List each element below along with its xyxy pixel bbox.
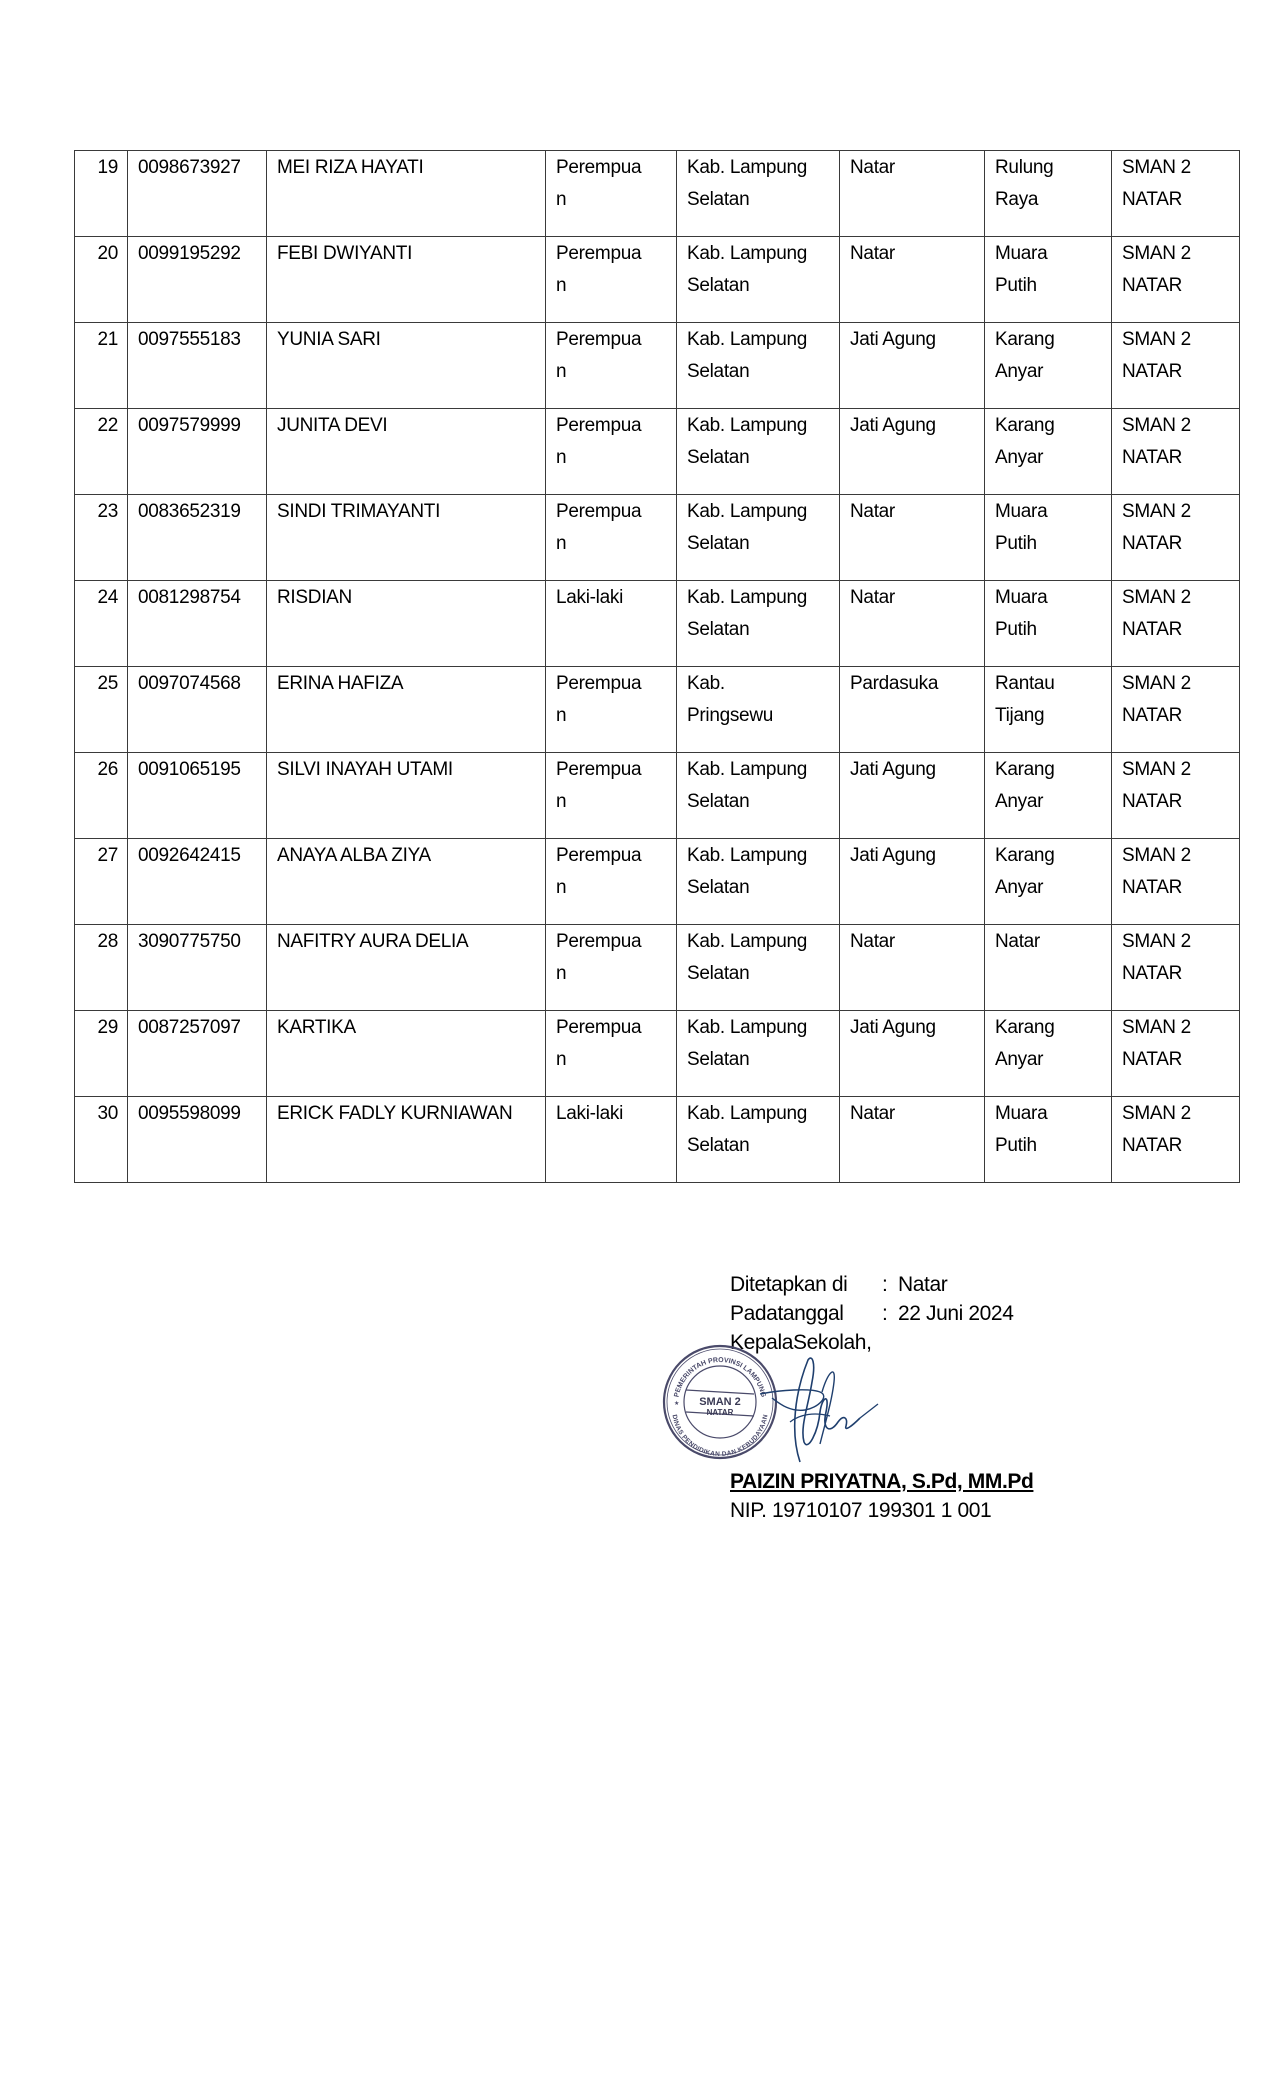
position-title: KepalaSekolah, [730, 1331, 872, 1354]
cell-village-line: Natar [995, 931, 1040, 952]
cell-district [840, 323, 985, 409]
cell-district-text: Natar [850, 587, 895, 608]
cell-gender-line: n [556, 447, 567, 468]
cell-school-line: SMAN 2 [1122, 157, 1191, 178]
cell-student-name-text: NAFITRY AURA DELIA [277, 931, 469, 952]
cell-village-line: Karang [995, 415, 1055, 436]
cell-gender [546, 495, 677, 581]
cell-student-name-text: JUNITA DEVI [277, 415, 388, 436]
cell-gender-line: n [556, 189, 567, 210]
cell-regency [677, 409, 840, 495]
cell-regency [677, 667, 840, 753]
cell-village [985, 409, 1112, 495]
cell-nisn [128, 839, 267, 925]
cell-regency-line: Kab. Lampung [687, 415, 807, 436]
cell-village-line: Rulung [995, 157, 1054, 178]
cell-number-text: 29 [97, 1017, 118, 1038]
cell-school-line: NATAR [1122, 533, 1183, 554]
cell-gender-line: n [556, 791, 567, 812]
cell-district-text: Natar [850, 501, 895, 522]
cell-village-line: Putih [995, 275, 1037, 296]
cell-school-line: SMAN 2 [1122, 1017, 1191, 1038]
stamp-center-line1: SMAN 2 [699, 1396, 741, 1408]
cell-gender-line: Laki-laki [556, 587, 623, 608]
cell-gender [546, 839, 677, 925]
table-row [75, 925, 1240, 1011]
cell-number-text: 24 [97, 587, 118, 608]
cell-school-line: NATAR [1122, 877, 1183, 898]
cell-school [1112, 495, 1240, 581]
svg-text:★: ★ [674, 1401, 680, 1407]
cell-student-name [267, 1097, 546, 1183]
cell-nisn-text: 0081298754 [138, 587, 241, 608]
cell-regency-line: Selatan [687, 791, 750, 812]
cell-number-text: 26 [97, 759, 118, 780]
cell-gender-line: Perempua [556, 931, 642, 952]
cell-village-line: Putih [995, 1135, 1037, 1156]
table-row [75, 839, 1240, 925]
cell-gender-line: Perempua [556, 415, 642, 436]
cell-district-text: Pardasuka [850, 673, 939, 694]
cell-regency-line: Kab. Lampung [687, 845, 807, 866]
cell-school-line: SMAN 2 [1122, 415, 1191, 436]
cell-regency [677, 839, 840, 925]
handwritten-signature [760, 1352, 890, 1472]
cell-regency-line: Kab. Lampung [687, 759, 807, 780]
cell-nisn [128, 1097, 267, 1183]
cell-nisn-text: 3090775750 [138, 931, 241, 952]
cell-student-name [267, 409, 546, 495]
cell-school-line: NATAR [1122, 705, 1183, 726]
cell-gender-line: n [556, 877, 567, 898]
cell-village-line: Tijang [995, 705, 1045, 726]
cell-number [75, 237, 128, 323]
cell-regency [677, 323, 840, 409]
cell-gender-line: Perempua [556, 329, 642, 350]
cell-number [75, 667, 128, 753]
cell-gender [546, 151, 677, 237]
cell-village-line: Raya [995, 189, 1039, 210]
cell-student-name [267, 753, 546, 839]
cell-student-name-text: ANAYA ALBA ZIYA [277, 845, 431, 866]
cell-student-name [267, 495, 546, 581]
cell-student-name [267, 925, 546, 1011]
cell-regency-line: Selatan [687, 1049, 750, 1070]
cell-nisn-text: 0083652319 [138, 501, 241, 522]
cell-school-line: SMAN 2 [1122, 587, 1191, 608]
date-row [730, 1299, 1013, 1328]
cell-school-line: SMAN 2 [1122, 501, 1191, 522]
cell-regency-line: Selatan [687, 447, 750, 468]
cell-district [840, 667, 985, 753]
cell-number-text: 27 [97, 845, 118, 866]
cell-school-line: SMAN 2 [1122, 931, 1191, 952]
cell-district-text: Jati Agung [850, 1017, 936, 1038]
cell-student-name-text: MEI RIZA HAYATI [277, 157, 424, 178]
cell-gender-line: n [556, 275, 567, 296]
cell-school [1112, 581, 1240, 667]
cell-student-name-text: SINDI TRIMAYANTI [277, 501, 441, 522]
cell-regency-line: Selatan [687, 189, 750, 210]
cell-number [75, 1011, 128, 1097]
cell-gender-line: Perempua [556, 673, 642, 694]
place-value: Natar [898, 1273, 948, 1296]
cell-village [985, 495, 1112, 581]
cell-gender-line: Perempua [556, 157, 642, 178]
student-table [74, 150, 1240, 1183]
cell-number-text: 30 [97, 1103, 118, 1124]
cell-village-line: Putih [995, 619, 1037, 640]
cell-school [1112, 1097, 1240, 1183]
cell-district [840, 495, 985, 581]
cell-district-text: Jati Agung [850, 845, 936, 866]
cell-gender-line: n [556, 533, 567, 554]
cell-student-name [267, 667, 546, 753]
cell-number-text: 22 [97, 415, 118, 436]
cell-gender-line: Perempua [556, 845, 642, 866]
cell-school-line: SMAN 2 [1122, 243, 1191, 264]
signer-name: PAIZIN PRIYATNA, S.Pd, MM.Pd [730, 1470, 1034, 1493]
cell-regency [677, 581, 840, 667]
cell-village-line: Anyar [995, 877, 1044, 898]
cell-gender-line: n [556, 361, 567, 382]
cell-district-text: Natar [850, 931, 895, 952]
cell-nisn-text: 0097555183 [138, 329, 241, 350]
cell-student-name-text: RISDIAN [277, 587, 352, 608]
cell-school-line: NATAR [1122, 447, 1183, 468]
cell-gender [546, 581, 677, 667]
cell-regency-line: Kab. Lampung [687, 501, 807, 522]
cell-gender-line: n [556, 1049, 567, 1070]
cell-regency-line: Kab. Lampung [687, 931, 807, 952]
cell-district [840, 409, 985, 495]
cell-school-line: SMAN 2 [1122, 1103, 1191, 1124]
cell-village-line: Karang [995, 759, 1055, 780]
cell-district [840, 581, 985, 667]
cell-regency-line: Selatan [687, 533, 750, 554]
cell-number [75, 151, 128, 237]
cell-gender [546, 667, 677, 753]
cell-nisn-text: 0097579999 [138, 415, 241, 436]
cell-gender-line: Perempua [556, 501, 642, 522]
cell-village [985, 925, 1112, 1011]
cell-nisn-text: 0097074568 [138, 673, 241, 694]
cell-school [1112, 839, 1240, 925]
cell-village [985, 323, 1112, 409]
cell-district [840, 237, 985, 323]
cell-village [985, 839, 1112, 925]
cell-village [985, 667, 1112, 753]
cell-school-line: NATAR [1122, 189, 1183, 210]
cell-district-text: Natar [850, 1103, 895, 1124]
cell-student-name [267, 581, 546, 667]
cell-village-line: Anyar [995, 361, 1044, 382]
cell-nisn-text: 0098673927 [138, 157, 241, 178]
place-label: Ditetapkan di [730, 1273, 848, 1296]
table-row [75, 495, 1240, 581]
cell-regency [677, 925, 840, 1011]
cell-school [1112, 323, 1240, 409]
cell-school [1112, 237, 1240, 323]
stamp-bottom-text: DINAS PENDIDIKAN DAN KEBUDAYAAN [670, 1414, 770, 1459]
cell-village [985, 1097, 1112, 1183]
cell-student-name-text: KARTIKA [277, 1017, 356, 1038]
student-table-body [75, 151, 1240, 1183]
cell-student-name-text: ERINA HAFIZA [277, 673, 404, 694]
cell-regency-line: Selatan [687, 963, 750, 984]
place-row [730, 1270, 1013, 1299]
cell-gender-line: Perempua [556, 759, 642, 780]
cell-district-text: Natar [850, 157, 895, 178]
cell-village [985, 581, 1112, 667]
cell-school [1112, 667, 1240, 753]
cell-number [75, 581, 128, 667]
cell-gender [546, 1011, 677, 1097]
table-row [75, 753, 1240, 839]
cell-number-text: 23 [97, 501, 118, 522]
cell-gender [546, 753, 677, 839]
cell-gender-line: Perempua [556, 243, 642, 264]
cell-village [985, 151, 1112, 237]
cell-regency-line: Kab. Lampung [687, 587, 807, 608]
cell-district [840, 753, 985, 839]
cell-school-line: NATAR [1122, 1049, 1183, 1070]
cell-village-line: Karang [995, 329, 1055, 350]
cell-gender-line: Laki-laki [556, 1103, 623, 1124]
cell-school-line: NATAR [1122, 275, 1183, 296]
cell-school [1112, 1011, 1240, 1097]
cell-gender [546, 1097, 677, 1183]
cell-nisn-text: 0091065195 [138, 759, 241, 780]
cell-gender-line: Perempua [556, 1017, 642, 1038]
cell-regency-line: Kab. Lampung [687, 1103, 807, 1124]
cell-gender [546, 925, 677, 1011]
stamp-center-line2: NATAR [706, 1408, 734, 1417]
cell-number [75, 323, 128, 409]
date-value: 22 Juni 2024 [898, 1302, 1014, 1325]
date-separator: : [882, 1302, 888, 1325]
cell-number-text: 19 [97, 157, 118, 178]
cell-village-line: Rantau [995, 673, 1055, 694]
cell-school [1112, 409, 1240, 495]
cell-number-text: 28 [97, 931, 118, 952]
cell-regency [677, 1097, 840, 1183]
cell-nisn [128, 1011, 267, 1097]
cell-nisn-text: 0092642415 [138, 845, 241, 866]
cell-regency [677, 151, 840, 237]
cell-gender-line: n [556, 963, 567, 984]
cell-student-name-text: ERICK FADLY KURNIAWAN [277, 1103, 513, 1124]
cell-school-line: SMAN 2 [1122, 845, 1191, 866]
cell-nisn [128, 925, 267, 1011]
cell-school-line: NATAR [1122, 791, 1183, 812]
cell-regency-line: Kab. Lampung [687, 329, 807, 350]
cell-nisn [128, 667, 267, 753]
cell-gender [546, 237, 677, 323]
cell-student-name [267, 237, 546, 323]
cell-district [840, 1097, 985, 1183]
cell-gender-line: n [556, 705, 567, 726]
cell-student-name [267, 151, 546, 237]
cell-nisn [128, 495, 267, 581]
cell-village-line: Karang [995, 845, 1055, 866]
cell-student-name-text: SILVI INAYAH UTAMI [277, 759, 453, 780]
table-row [75, 237, 1240, 323]
cell-nisn-text: 0087257097 [138, 1017, 241, 1038]
cell-regency-line: Selatan [687, 361, 750, 382]
cell-number [75, 1097, 128, 1183]
cell-district-text: Natar [850, 243, 895, 264]
cell-village-line: Anyar [995, 791, 1044, 812]
cell-village-line: Putih [995, 533, 1037, 554]
cell-village [985, 237, 1112, 323]
cell-number [75, 839, 128, 925]
cell-village-line: Muara [995, 501, 1048, 522]
cell-regency-line: Pringsewu [687, 705, 774, 726]
cell-village-line: Muara [995, 1103, 1048, 1124]
cell-school-line: NATAR [1122, 1135, 1183, 1156]
cell-nisn [128, 237, 267, 323]
table-row [75, 1011, 1240, 1097]
cell-number [75, 925, 128, 1011]
cell-district [840, 1011, 985, 1097]
cell-village-line: Muara [995, 243, 1048, 264]
cell-regency-line: Kab. [687, 673, 725, 694]
cell-district [840, 925, 985, 1011]
cell-regency [677, 753, 840, 839]
cell-regency-line: Selatan [687, 619, 750, 640]
cell-school [1112, 151, 1240, 237]
cell-school [1112, 753, 1240, 839]
cell-regency-line: Kab. Lampung [687, 243, 807, 264]
cell-school-line: SMAN 2 [1122, 759, 1191, 780]
cell-school [1112, 925, 1240, 1011]
cell-nisn [128, 409, 267, 495]
cell-nisn [128, 753, 267, 839]
cell-regency [677, 237, 840, 323]
cell-nisn-text: 0095598099 [138, 1103, 241, 1124]
cell-nisn [128, 323, 267, 409]
cell-number-text: 20 [97, 243, 118, 264]
cell-school-line: NATAR [1122, 963, 1183, 984]
cell-number-text: 25 [97, 673, 118, 694]
cell-number-text: 21 [97, 329, 118, 350]
cell-student-name [267, 323, 546, 409]
cell-school-line: NATAR [1122, 619, 1183, 640]
cell-regency-line: Kab. Lampung [687, 1017, 807, 1038]
table-row [75, 323, 1240, 409]
cell-gender [546, 323, 677, 409]
table-row [75, 151, 1240, 237]
cell-number [75, 495, 128, 581]
cell-village [985, 1011, 1112, 1097]
cell-nisn-text: 0099195292 [138, 243, 241, 264]
table-row [75, 1097, 1240, 1183]
cell-nisn [128, 151, 267, 237]
cell-school-line: NATAR [1122, 361, 1183, 382]
cell-regency [677, 495, 840, 581]
cell-village-line: Muara [995, 587, 1048, 608]
cell-district-text: Jati Agung [850, 415, 936, 436]
cell-regency-line: Kab. Lampung [687, 157, 807, 178]
cell-student-name-text: FEBI DWIYANTI [277, 243, 413, 264]
cell-district [840, 151, 985, 237]
svg-text:DINAS PENDIDIKAN DAN KEBUDAYAA [670, 1414, 769, 1458]
cell-nisn [128, 581, 267, 667]
cell-student-name [267, 1011, 546, 1097]
stamp-top-text: PEMERINTAH PROVINSI LAMPUNG [673, 1356, 767, 1398]
cell-regency-line: Selatan [687, 877, 750, 898]
cell-student-name [267, 839, 546, 925]
signer-nip: NIP. 19710107 199301 1 001 [730, 1499, 992, 1522]
table-row [75, 581, 1240, 667]
cell-district-text: Jati Agung [850, 759, 936, 780]
cell-village-line: Anyar [995, 1049, 1044, 1070]
cell-regency [677, 1011, 840, 1097]
cell-village [985, 753, 1112, 839]
cell-number [75, 409, 128, 495]
date-label: Padatanggal [730, 1302, 844, 1325]
cell-student-name-text: YUNIA SARI [277, 329, 381, 350]
cell-number [75, 753, 128, 839]
cell-school-line: SMAN 2 [1122, 329, 1191, 350]
table-row [75, 667, 1240, 753]
table-row [75, 409, 1240, 495]
cell-village-line: Karang [995, 1017, 1055, 1038]
cell-school-line: SMAN 2 [1122, 673, 1191, 694]
cell-district-text: Jati Agung [850, 329, 936, 350]
cell-regency-line: Selatan [687, 1135, 750, 1156]
place-separator: : [882, 1273, 888, 1296]
cell-district [840, 839, 985, 925]
cell-gender [546, 409, 677, 495]
cell-village-line: Anyar [995, 447, 1044, 468]
cell-regency-line: Selatan [687, 275, 750, 296]
